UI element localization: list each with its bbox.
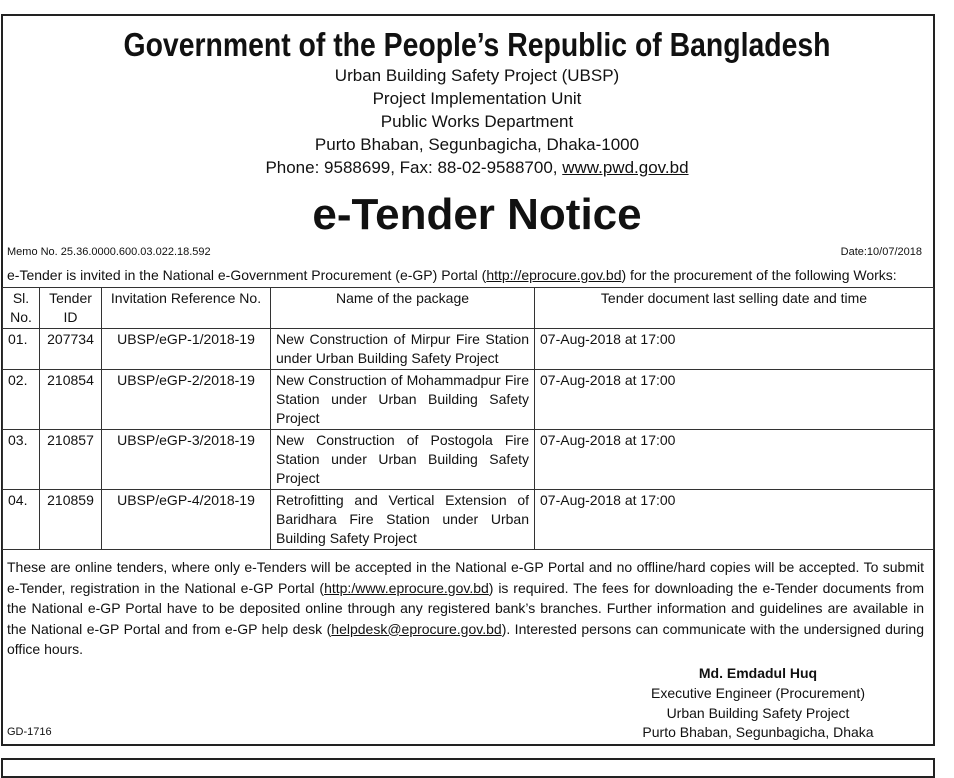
- column-header-tender-id: Tender ID: [40, 288, 102, 329]
- column-header-reference: Invitation Reference No.: [102, 288, 271, 329]
- egp-registration-link[interactable]: http:/www.eprocure.gov.bd: [324, 579, 489, 596]
- signatory-name: Md. Emdadul Huq: [698, 665, 818, 681]
- sl-cell: 01.: [3, 329, 40, 370]
- notice-date: Date:10/07/2018: [840, 246, 922, 258]
- paragraph-text-3: ). Interested persons can communicate with the undersigned during office hours.: [7, 620, 924, 657]
- tender-id-cell: 210857: [40, 430, 102, 490]
- reference-cell: UBSP/eGP-1/2018-19: [102, 329, 271, 370]
- table-row: [3, 329, 934, 370]
- package-cell: New Construction of Mirpur Fire Station under Urban Building Safety Project: [271, 329, 535, 370]
- contact-line: [0, 156, 954, 179]
- footer-code: GD-1716: [7, 726, 52, 738]
- instructions-paragraph: [7, 557, 924, 660]
- tender-id-cell: 210859: [40, 490, 102, 550]
- project-name: Urban Building Safety Project (UBSP): [334, 66, 620, 85]
- intro-before: e-Tender is invited in the National e-Government Procurement (e-GP) Portal (: [7, 267, 487, 283]
- sl-cell: 02.: [3, 370, 40, 430]
- paragraph-text-1: These are online tenders, where only e-Tenders will be accepted in the National e-GP Portal and no offline/hard copies will be accepted. To submit e-Tender, registration in the National e-GP Portal (: [7, 559, 924, 596]
- next-notice-border: [1, 758, 935, 778]
- signatory-address: Purto Bhaban, Segunbagicha, Dhaka: [642, 724, 874, 741]
- notice-title: e-Tender Notice: [312, 190, 642, 239]
- website-link[interactable]: www.pwd.gov.bd: [562, 158, 689, 177]
- memo-number: Memo No. 25.36.0000.600.03.022.18.592: [7, 246, 211, 258]
- tender-id-cell: 207734: [40, 329, 102, 370]
- sl-cell: 03.: [3, 430, 40, 490]
- package-cell: New Construction of Mohammadpur Fire Station under Urban Building Safety Project: [271, 370, 535, 430]
- tender-table: [2, 287, 934, 550]
- column-header-sl: Sl. No.: [3, 288, 40, 329]
- government-title: Government of the People’s Republic of Bangladesh: [123, 26, 831, 63]
- reference-cell: UBSP/eGP-3/2018-19: [102, 430, 271, 490]
- signature-block: [640, 664, 876, 743]
- reference-cell: UBSP/eGP-2/2018-19: [102, 370, 271, 430]
- signatory-designation: Executive Engineer (Procurement): [651, 684, 865, 701]
- intro-text: [7, 267, 927, 283]
- deadline-cell: 07-Aug-2018 at 17:00: [535, 329, 934, 370]
- unit-name: Project Implementation Unit: [372, 89, 582, 108]
- notice-header: [0, 26, 954, 179]
- table-row: [3, 430, 934, 490]
- deadline-cell: 07-Aug-2018 at 17:00: [535, 430, 934, 490]
- deadline-cell: 07-Aug-2018 at 17:00: [535, 370, 934, 430]
- intro-after: ) for the procurement of the following Works:: [621, 267, 897, 283]
- package-cell: New Construction of Postogola Fire Station under Urban Building Safety Project: [271, 430, 535, 490]
- tender-id-cell: 210854: [40, 370, 102, 430]
- contact-text: Phone: 9588699, Fax: 88-02-9588700,: [265, 158, 563, 177]
- column-header-deadline: Tender document last selling date and time: [535, 288, 934, 329]
- reference-cell: UBSP/eGP-4/2018-19: [102, 490, 271, 550]
- office-address: Purto Bhaban, Segunbagicha, Dhaka-1000: [314, 135, 640, 154]
- paragraph-text-2: ) is required. The fees for downloading the e-Tender documents from the National e-GP Portal have to be deposited online through any registered bank’s branches. Further information and guidelines are available in the National e-GP Portal and from e-GP help desk (: [7, 579, 924, 637]
- department-name: Public Works Department: [380, 112, 574, 131]
- table-row: [3, 370, 934, 430]
- column-header-package: Name of the package: [271, 288, 535, 329]
- helpdesk-email-link[interactable]: helpdesk@eprocure.gov.bd: [331, 620, 502, 637]
- egp-portal-link[interactable]: http://eprocure.gov.bd: [486, 267, 622, 283]
- table-row: [3, 490, 934, 550]
- deadline-cell: 07-Aug-2018 at 17:00: [535, 490, 934, 550]
- signatory-project: Urban Building Safety Project: [666, 704, 850, 721]
- sl-cell: 04.: [3, 490, 40, 550]
- table-header-row: [3, 288, 934, 329]
- package-cell: Retrofitting and Vertical Extension of Baridhara Fire Station under Urban Building Safety Project: [271, 490, 535, 550]
